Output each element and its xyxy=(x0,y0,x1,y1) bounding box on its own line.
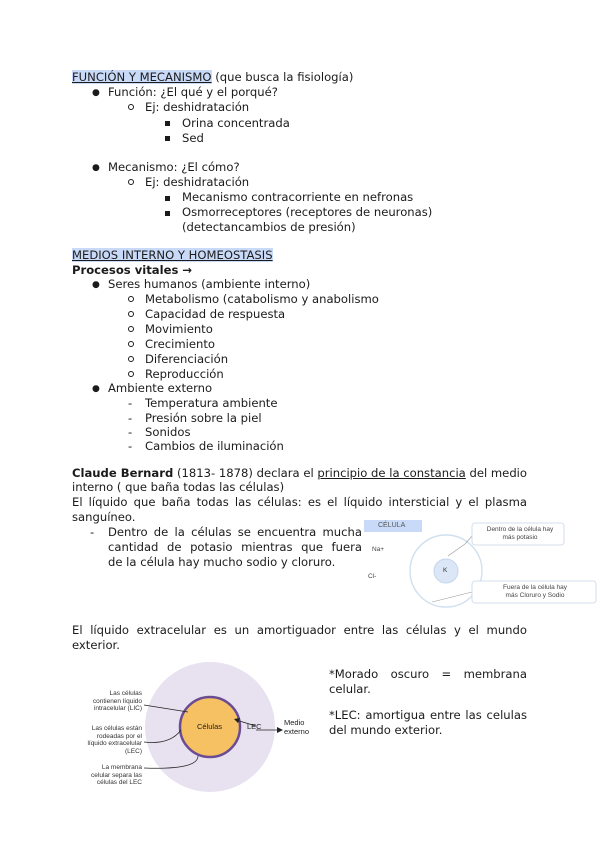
celula-header: CÉLULA xyxy=(378,522,406,529)
list-item: Osmorreceptores (receptores de neuronas) xyxy=(182,205,433,219)
na-label: Na+ xyxy=(372,546,385,553)
arrowhead xyxy=(277,727,283,733)
note-morado-line1: *Morado oscuro = membrana xyxy=(329,667,527,681)
list-item: Sonidos xyxy=(145,425,191,439)
potasio-line: Dentro de la células se encuentra mucha xyxy=(108,525,362,539)
bullet-circle xyxy=(128,326,134,332)
list-item-seres: Seres humanos (ambiente interno) xyxy=(108,277,311,291)
cl-label: Cl- xyxy=(368,573,377,580)
bullet-dash: - xyxy=(128,396,133,410)
list-item: Capacidad de respuesta xyxy=(145,307,286,321)
bullet-circle xyxy=(128,311,134,317)
list-item: Temperatura ambiente xyxy=(145,396,278,410)
bullet-square xyxy=(165,196,170,201)
bullet-dot: ● xyxy=(92,280,100,290)
bullet-dot: ● xyxy=(92,384,100,394)
list-item: Orina concentrada xyxy=(182,116,290,130)
bullet-circle xyxy=(128,356,134,362)
list-item: Diferenciación xyxy=(145,352,229,366)
bullet-circle xyxy=(128,179,134,185)
bullet-dash: - xyxy=(90,525,95,539)
list-item: Sed xyxy=(182,131,204,145)
procesos-vitales: Procesos vitales → xyxy=(72,263,193,277)
bullet-circle xyxy=(128,296,134,302)
list-item: Cambios de iluminación xyxy=(145,439,284,453)
bullet-dot: ● xyxy=(92,163,100,173)
label-lec: Las células están rodeadas por el líquido extracelular (LEC) xyxy=(87,725,142,755)
list-item: Presión sobre la piel xyxy=(145,411,262,425)
bullet-dot: ● xyxy=(92,88,100,98)
list-item-continuation: (detectancambios de presión) xyxy=(182,220,356,234)
label-membrana: La membrana celular separa las células del LEC xyxy=(91,764,142,786)
outside-note: Fuera de la célula hay más Cloruro y Sodio xyxy=(503,584,567,599)
list-item: Reproducción xyxy=(145,367,224,381)
section-title-medios: MEDIOS INTERNO Y HOMEOSTASIS xyxy=(72,248,273,262)
bullet-dash: - xyxy=(128,411,133,425)
bullet-circle xyxy=(128,371,134,377)
bullet-dash: - xyxy=(128,425,133,439)
list-item-ambiente: Ambiente externo xyxy=(108,381,213,395)
inside-note: Dentro de la célula hay más potasio xyxy=(486,526,554,541)
list-item: Metabolismo (catabolismo y anabolismo xyxy=(145,292,379,306)
potasio-line: cantidad de potasio mientras que fuera xyxy=(108,540,362,554)
extracelular-line2: exterior. xyxy=(72,638,120,652)
potasio-line: de la célula hay mucho sodio y cloruro. xyxy=(108,555,336,569)
bullet-circle xyxy=(128,104,134,110)
list-item: Mecanismo contracorriente en nefronas xyxy=(182,190,414,204)
note-morado-line2: celular. xyxy=(329,682,371,696)
figure-lec xyxy=(70,660,320,800)
list-item-mecanismo: Mecanismo: ¿El cómo? xyxy=(108,160,240,174)
note-lec-line2: del mundo exterior. xyxy=(329,723,443,737)
cell-label: Células xyxy=(197,722,223,731)
extracelular-line1: El líquido extracelular es un amortiguador entre las células y el mundo xyxy=(72,623,527,637)
liquido-paragraph-line1: El líquido que baña todas las células: es el líquido intersticial y el plasma xyxy=(72,495,527,509)
liquido-paragraph-line2: sanguíneo. xyxy=(72,510,136,524)
lec-label: LEC xyxy=(247,722,262,731)
list-item: Movimiento xyxy=(145,322,213,336)
bullet-square xyxy=(165,121,170,126)
bernard-paragraph-line1: Claude Bernard (1813- 1878) declara el principio de la constancia del medio xyxy=(72,466,527,480)
list-item-ej: Ej: deshidratación xyxy=(145,100,250,114)
pointer-line xyxy=(448,544,465,556)
bullet-circle xyxy=(128,341,134,347)
label-lic: Las células contienen líquido intracelular (LIC) xyxy=(92,690,142,712)
list-item-funcion: Función: ¿El qué y el porqué? xyxy=(108,85,278,99)
bullet-dash: - xyxy=(128,439,133,453)
list-item: Crecimiento xyxy=(145,337,215,351)
k-label: K xyxy=(443,567,448,574)
figure-celula xyxy=(364,516,600,612)
list-item-ej: Ej: deshidratación xyxy=(145,175,250,189)
section-title-funcion: FUNCIÓN Y MECANISMO (que busca la fisiología) xyxy=(72,70,354,84)
bullet-square xyxy=(165,211,170,216)
bullet-square xyxy=(165,136,170,141)
bernard-paragraph-line2: interno ( que baña todas las células) xyxy=(72,480,285,494)
note-lec-line1: *LEC: amortigua entre las celulas xyxy=(329,708,527,722)
medio-externo-label: Medio externo xyxy=(284,718,310,736)
